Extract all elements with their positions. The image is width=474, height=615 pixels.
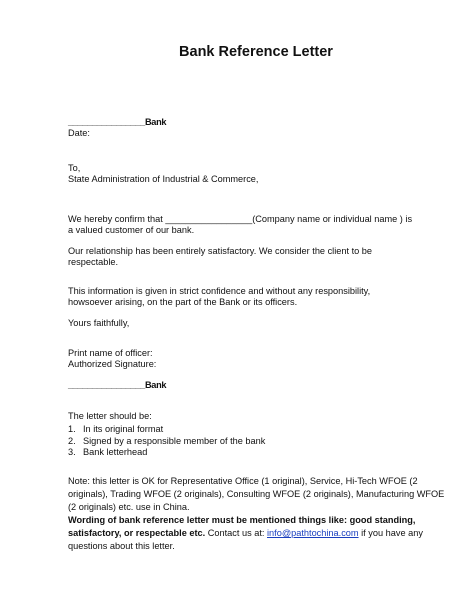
confidentiality-line-1: This information is given in strict confidence and without any responsibility, bbox=[68, 286, 371, 296]
wording-bold-text: satisfactory, or respectable etc. bbox=[68, 528, 206, 538]
confidentiality-line-2: howsoever arising, on the part of the Bank or its officers. bbox=[68, 297, 298, 307]
confirmation-line-2: a valued customer of our bank. bbox=[68, 225, 195, 235]
note-line-1: Note: this letter is OK for Representative Office (1 original), Service, Hi-Tech WFOE (2 bbox=[68, 476, 418, 486]
relationship-line-1: Our relationship has been entirely satisfactory. We consider the client to be bbox=[68, 246, 373, 256]
list-item: 1. In its original format bbox=[68, 424, 164, 434]
requirements-heading: The letter should be: bbox=[68, 411, 152, 421]
signature-label: Authorized Signature: bbox=[68, 359, 157, 369]
print-name-label: Print name of officer: bbox=[68, 348, 153, 358]
contact-end-text: if you have any bbox=[358, 528, 423, 538]
list-item: 3. Bank letterhead bbox=[68, 447, 148, 457]
email-link[interactable]: info@pathtochina.com bbox=[267, 528, 359, 538]
relationship-line-2: respectable. bbox=[68, 257, 119, 267]
note-line-3: (2 originals) etc. use in China. bbox=[68, 502, 190, 512]
wording-line-1: Wording of bank reference letter must be mentioned things like: good standing, bbox=[68, 515, 416, 525]
requirements-list bbox=[68, 424, 265, 459]
confirmation-line-1: We hereby confirm that _________________(Company name or individual name ) is bbox=[68, 214, 413, 224]
recipient-line: State Administration of Industrial & Commerce, bbox=[68, 174, 259, 184]
bank-name-line-bottom: ________________Bank bbox=[68, 380, 167, 390]
bank-name-line-top: ________________Bank bbox=[68, 117, 167, 127]
wording-line-3: questions about this letter. bbox=[68, 541, 175, 551]
wording-line-2 bbox=[68, 528, 423, 539]
contact-text: Contact us at: bbox=[205, 528, 267, 538]
list-item: 2. Signed by a responsible member of the bank bbox=[68, 435, 266, 446]
to-label: To, bbox=[68, 163, 81, 173]
closing-line: Yours faithfully, bbox=[68, 318, 130, 328]
date-label: Date: bbox=[68, 128, 90, 138]
note-line-2: originals), Trading WFOE (2 originals), Consulting WFOE (2 originals), Manufacturing WFOE bbox=[68, 489, 445, 499]
page-title: Bank Reference Letter bbox=[179, 44, 333, 60]
